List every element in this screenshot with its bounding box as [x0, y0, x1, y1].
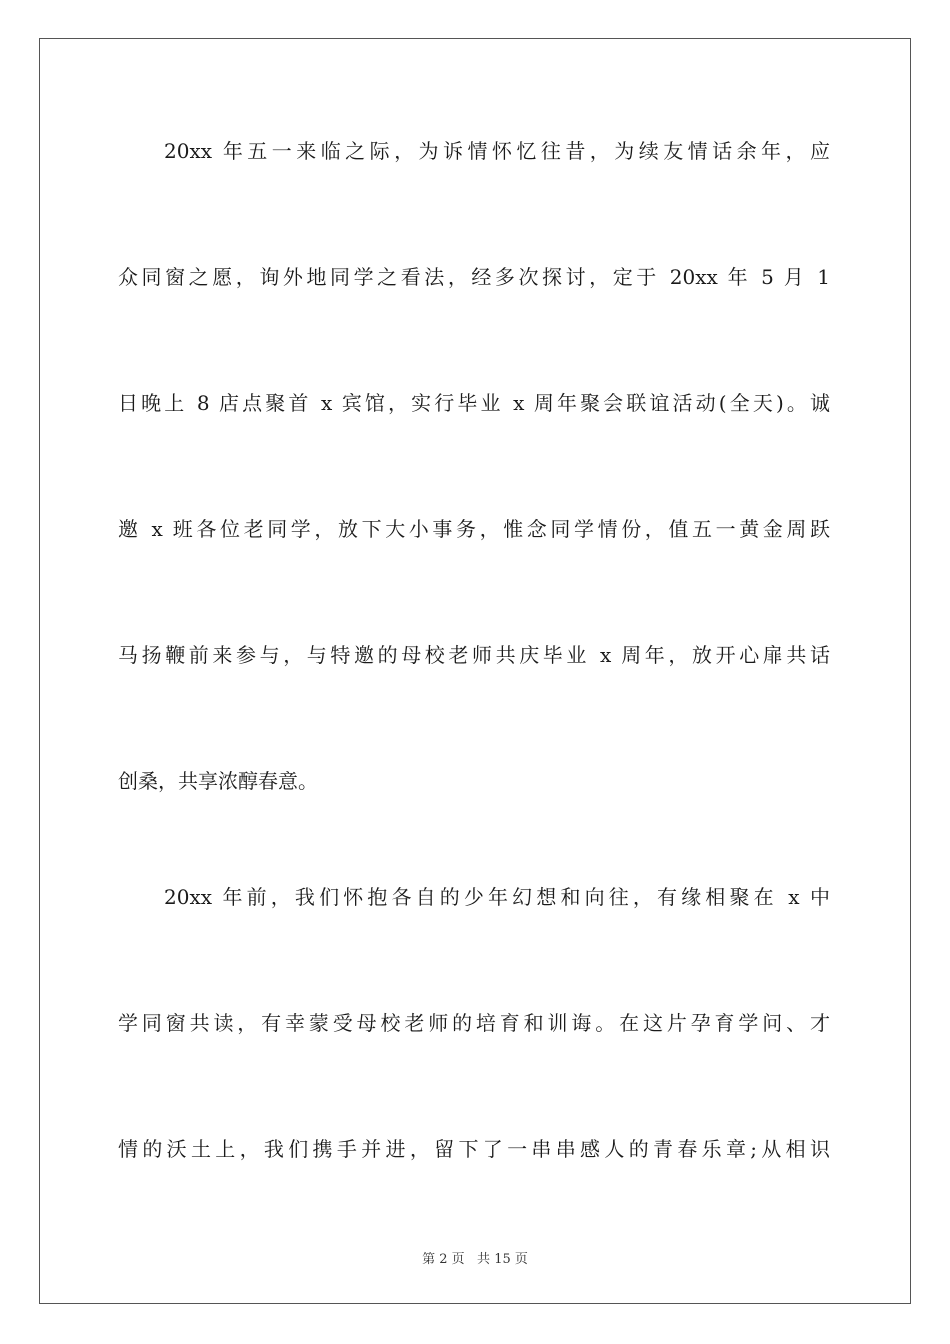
paragraph-1-line-2: 众同窗之愿，询外地同学之看法，经多次探讨，定于 20xx 年 5 月 1 — [118, 265, 830, 289]
paragraph-1-line-4: 邀 x 班各位老同学，放下大小事务，惟念同学情份，值五一黄金周跃 — [118, 517, 830, 541]
paragraph-1-line-5: 马扬鞭前来参与，与特邀的母校老师共庆毕业 x 周年，放开心扉共话 — [118, 643, 830, 667]
paragraph-2-line-3: 情的沃土上，我们携手并进，留下了一串串感人的青春乐章;从相识 — [118, 1137, 830, 1161]
page-number-footer: 第 2 页 共 15 页 — [422, 1252, 528, 1267]
page-frame — [39, 38, 911, 1304]
paragraph-1-line-1: 20xx 年五一来临之际，为诉情怀忆往昔，为续友情话余年，应 — [164, 139, 830, 163]
paragraph-2-line-2: 学同窗共读，有幸蒙受母校老师的培育和训诲。在这片孕育学问、才 — [118, 1011, 830, 1035]
paragraph-2-line-1: 20xx 年前，我们怀抱各自的少年幻想和向往，有缘相聚在 x 中 — [164, 885, 830, 909]
paragraph-1-line-6: 创桑，共享浓醇春意。 — [118, 769, 318, 793]
paragraph-1-line-3: 日晚上 8 店点聚首 x 宾馆，实行毕业 x 周年聚会联谊活动(全天)。诚 — [118, 391, 830, 415]
